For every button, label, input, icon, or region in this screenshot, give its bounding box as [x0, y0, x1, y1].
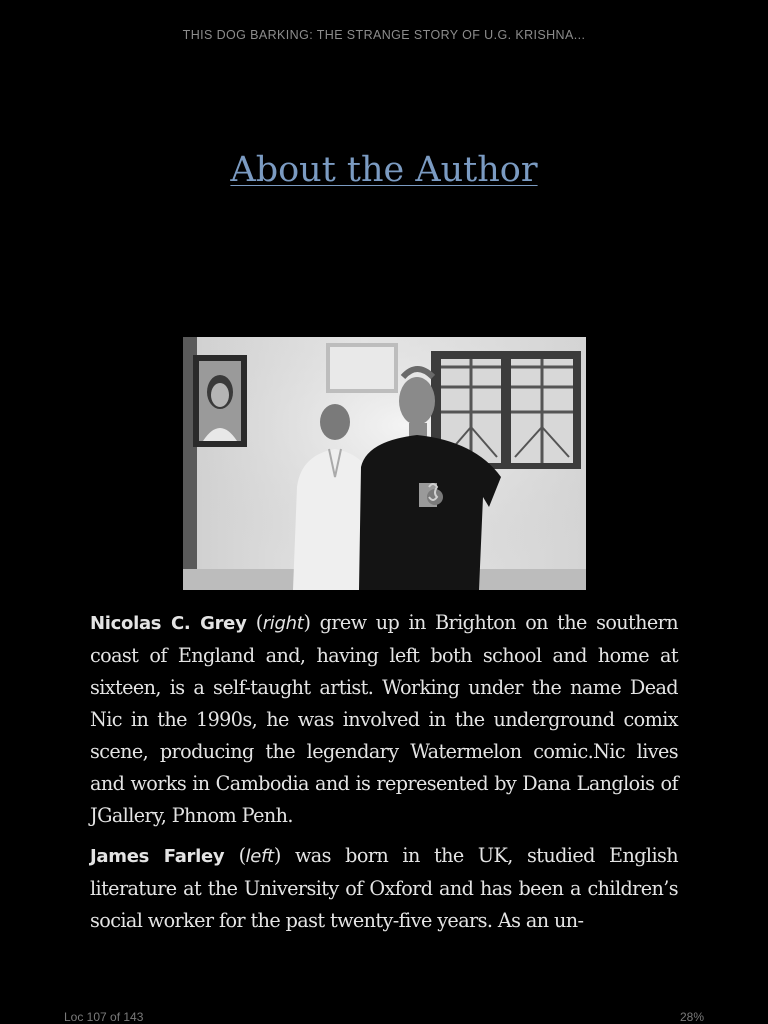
author-name: Nicolas C. Grey: [90, 613, 247, 634]
bio-text: was born in the UK, studied English literature at the University of Oxford and has been a children’s social worker for the past twenty-five years. As an un-: [90, 844, 678, 932]
author-name: James Farley: [90, 846, 225, 867]
about-author-link[interactable]: About the Author: [230, 150, 538, 190]
paren-open: (: [224, 844, 246, 867]
book-title-header: THIS DOG BARKING: THE STRANGE STORY OF U.G. KRISHNA...: [182, 28, 586, 42]
chapter-heading: [0, 150, 768, 190]
position-note: left: [245, 846, 274, 867]
paren-open: (: [246, 611, 263, 634]
bio-text: grew up in Brighton on the southern coast of England and, having left both school and home at sixteen, is a self-taught artist. Working under the name Dead Nic in the 1990s, he was involved in the underground comix scene, producing the legendary Watermelon comic.Nic lives and works in Cambodia and is represented by Dana Langlois of JGallery, Phnom Penh.: [90, 611, 678, 827]
author-bios: [90, 607, 678, 945]
bio-james-farley: [90, 840, 678, 937]
bio-nicolas-grey: [90, 607, 678, 832]
location-indicator[interactable]: Loc 107 of 143: [64, 1010, 144, 1024]
progress-percent: 28%: [679, 1010, 704, 1024]
paren-close: ): [303, 611, 311, 634]
paren-close: ): [273, 844, 281, 867]
position-note: right: [262, 613, 304, 634]
author-photo: [183, 337, 586, 590]
